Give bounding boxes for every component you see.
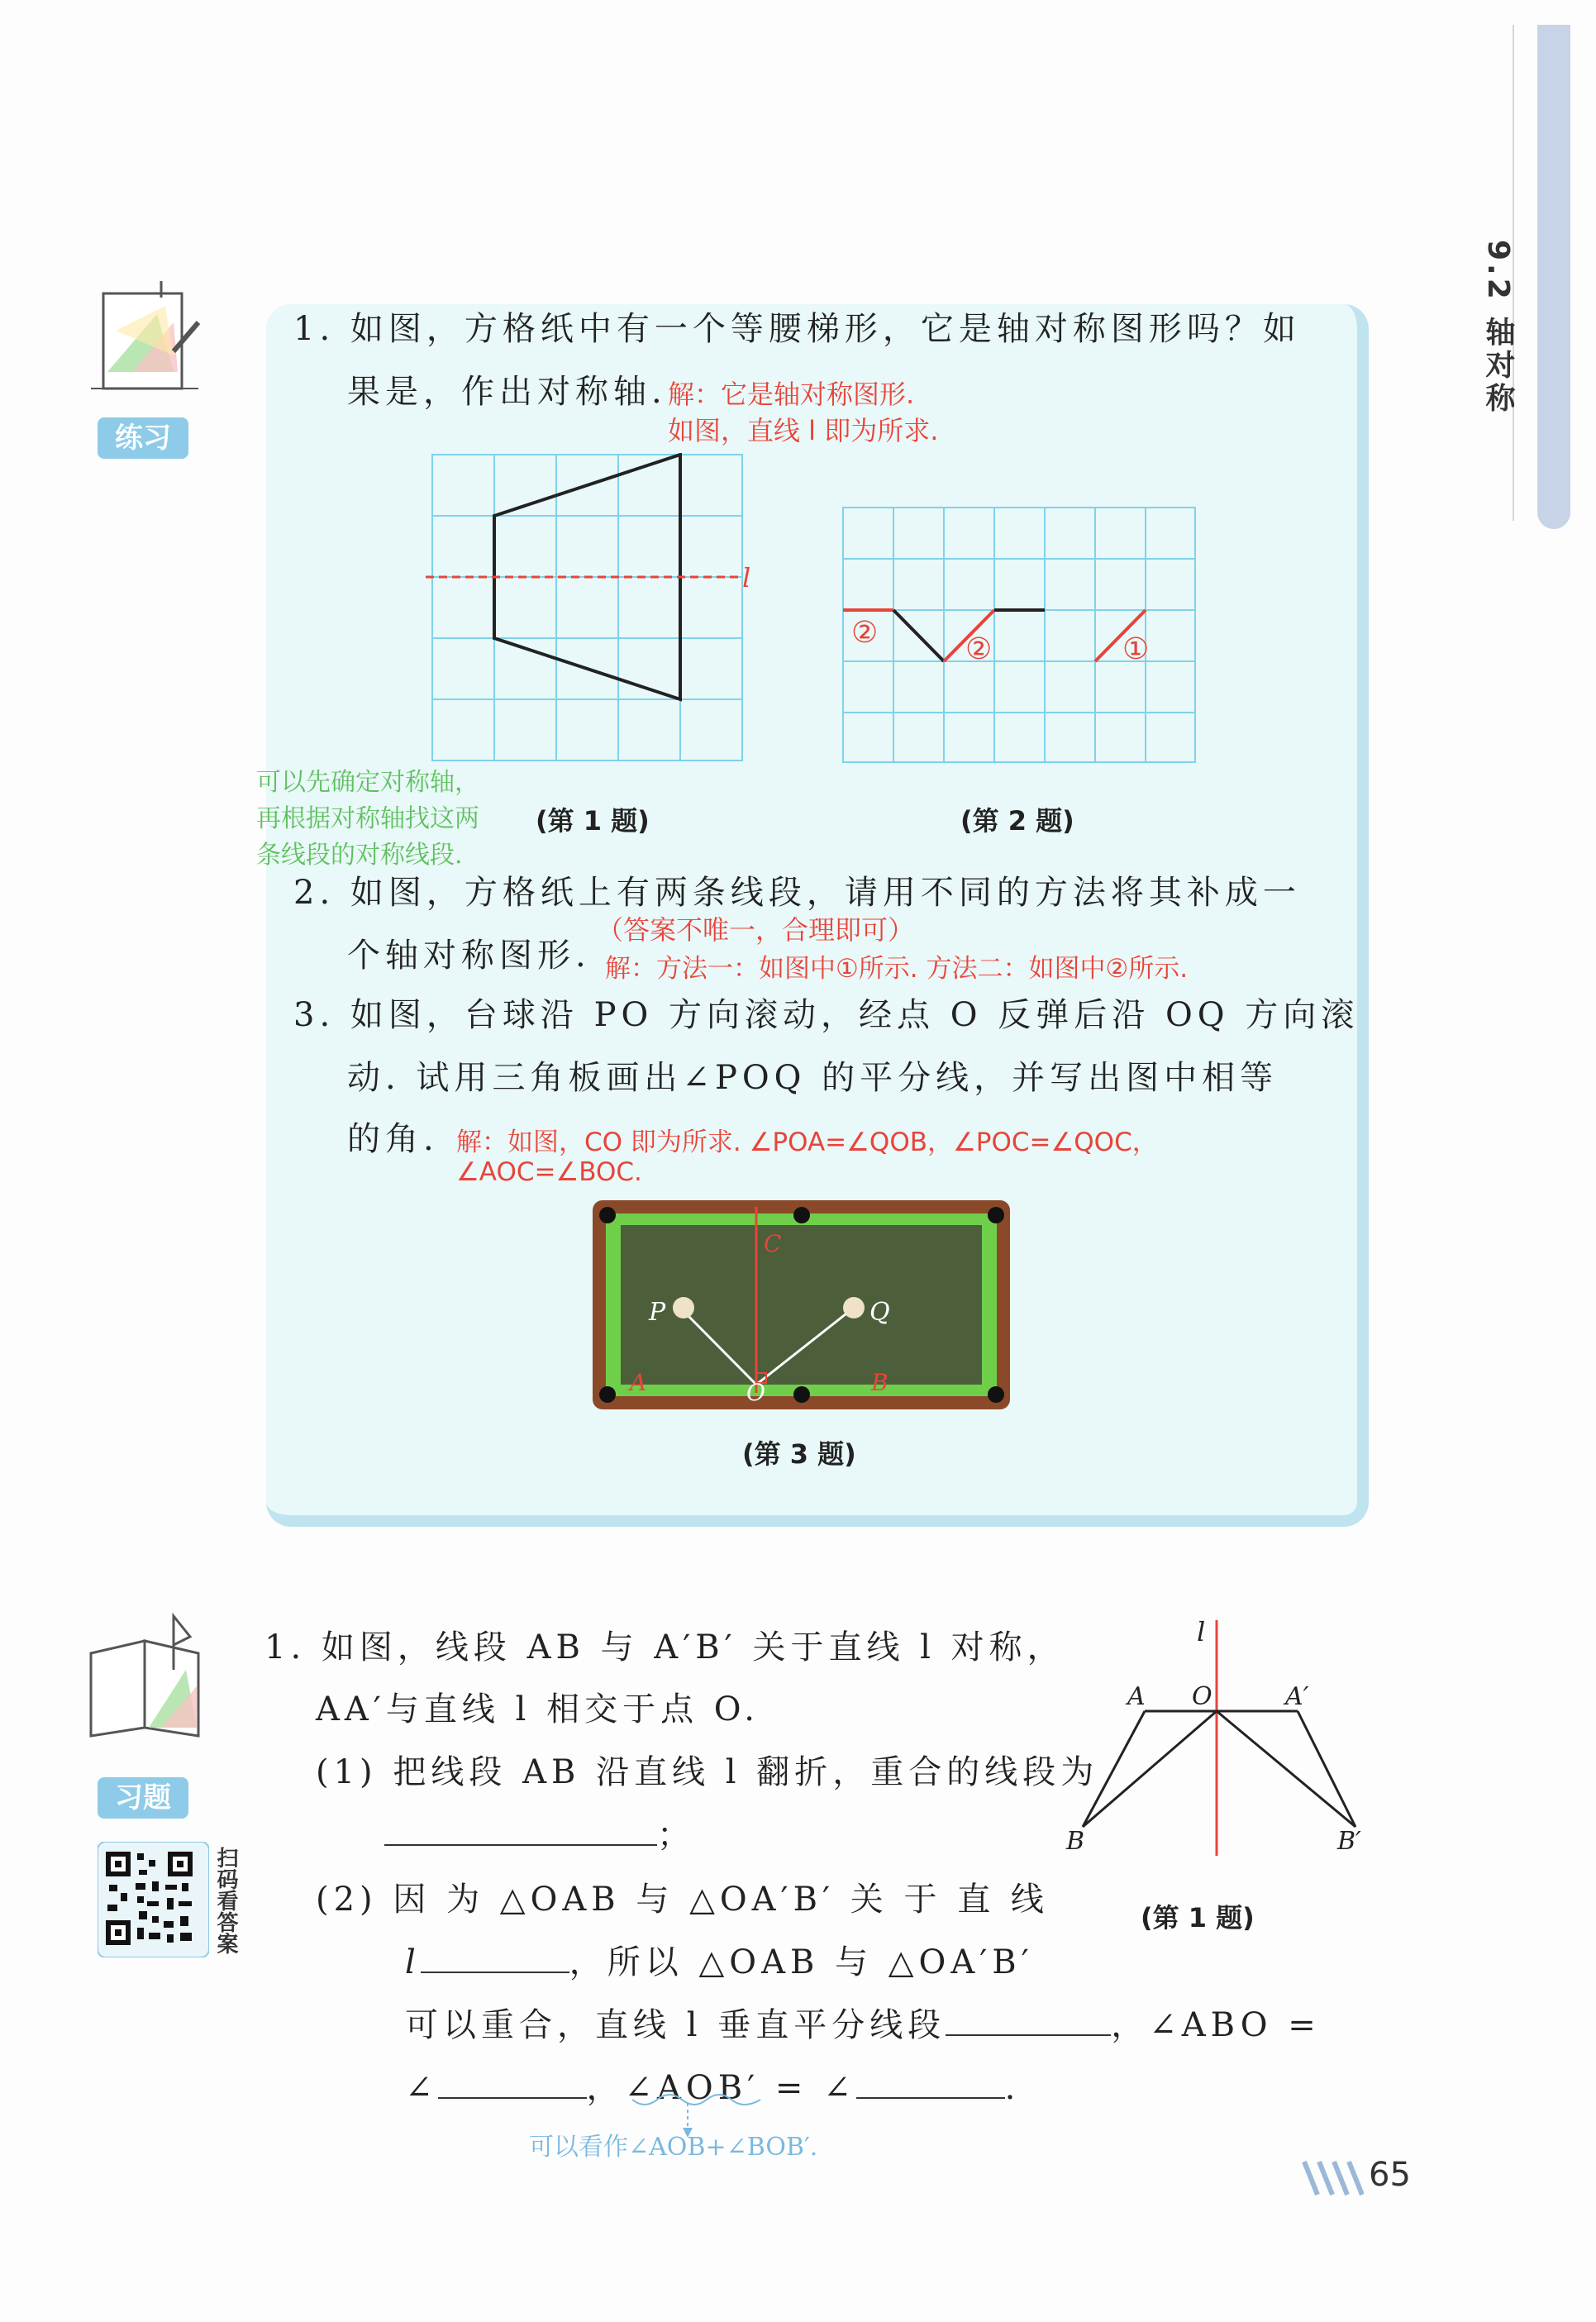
hint-line-1: 可以先确定对称轴， [256,768,479,797]
fig-label-o: O [1192,1682,1212,1711]
figure-2-mark-left: ② [851,616,879,650]
exercise-q1-line2: AA′与直线 l 相交于点 O. [316,1690,760,1728]
fig-label-a: A [1127,1682,1146,1711]
blank-overlapping-segment[interactable] [384,1816,657,1846]
exercise-badge: 习题 [98,1777,188,1819]
figure-2-mark-right: ① [1122,632,1150,666]
practice-q3-answer-1: 解：如图，CO 即为所求. ∠POA=∠QOB，∠POC=∠QOC， [456,1128,1158,1157]
practice-q2-line2: 个轴对称图形. [347,937,591,975]
blank-equal-angle-1[interactable] [438,2069,587,2099]
figure-1-trapezoid-grid [426,453,756,767]
figure-2-mark-middle: ② [965,632,993,666]
blank-bisected-segment[interactable] [946,2006,1111,2036]
fig3-label-o: O [746,1379,765,1406]
fig3-label-c: C [764,1230,782,1257]
exercise-q1-part2-line1: (2) 因 为 △OAB 与 △OA′B′ 关 于 直 线 [316,1881,1049,1919]
figure-1-axis-label: l [742,562,751,594]
practice-icon [83,273,207,405]
exercise-q1-part1: (1) 把线段 AB 沿直线 l 翻折，重合的线段为 [316,1753,1099,1791]
exercise-hint: 可以看作∠AOB+∠BOB′. [529,2133,818,2162]
qr-caption: 扫码看答案 [213,1847,238,1954]
practice-q3-line1: 3. 如图，台球沿 PO 方向滚动，经点 O 反弹后沿 OQ 方向滚 [293,996,1360,1034]
practice-q2-note: （答案不唯一，合理即可） [597,914,915,946]
exercise-q1-line1: 1. 如图，线段 AB 与 A′B′ 关于直线 l 对称， [264,1628,1065,1666]
exercise-q1-part2-line4: ∠ ，∠AOB′ = ∠ . [405,2069,1021,2107]
fig3-label-a: A [630,1369,647,1396]
blank-symmetry-relation[interactable] [421,1943,569,1973]
fig-label-a-prime: A′ [1285,1682,1309,1711]
exercise-q1-part2-line2: l ，所以 △OAB 与 △OA′B′ [405,1943,1034,1981]
page-number: 65 [1369,2156,1411,2194]
fig3-label-p: P [649,1298,666,1327]
fig-label-b: B [1066,1827,1085,1856]
practice-q1-answer-1: 解：它是轴对称图形. [668,379,915,410]
practice-q1-answer-2: 如图，直线 l 即为所求. [668,415,939,446]
answer-qr-code[interactable] [98,1842,209,1957]
figure-3-caption: (第 3 题) [742,1438,856,1470]
exercise-q1-part2-line3: 可以重合，直线 l 垂直平分线段 ，∠ABO = [405,2006,1321,2044]
practice-q3-line2: 动. 试用三角板画出∠POQ 的平分线，并写出图中相等 [347,1059,1279,1097]
blank-equal-angle-2[interactable] [856,2069,1005,2099]
practice-q2-line1: 2. 如图，方格纸上有两条线段，请用不同的方法将其补成一 [293,874,1301,912]
exercise-q1-part1-answer-row: ； [384,1804,695,1867]
hint-line-3: 条线段的对称线段. [256,841,463,870]
hint-line-2: 再根据对称轴找这两 [256,804,479,833]
fig3-label-b: B [871,1369,889,1396]
chapter-side-tab [1537,25,1570,529]
practice-q3-line3: 的角. [347,1120,439,1158]
practice-q3-answer-2: ∠AOC=∠BOC. [456,1157,642,1187]
fig3-label-q: Q [869,1298,890,1327]
practice-badge: 练习 [98,417,188,459]
practice-q2-answer: 解：方法一：如图中①所示. 方法二：如图中②所示. [605,954,1189,984]
practice-q1-line1: 1. 如图，方格纸中有一个等腰梯形，它是轴对称图形吗？如 [293,310,1301,348]
page-number-decoration [1298,2158,1364,2199]
exercise-icon [83,1612,207,1744]
figure-2-caption: (第 2 题) [960,805,1074,837]
practice-q1-line2: 果是，作出对称轴. [347,373,667,411]
section-title: 9.2 轴对称 [1481,240,1515,416]
fig-label-l: l [1197,1616,1206,1647]
exercise-figure-caption: (第 1 题) [1141,1902,1255,1933]
fig-label-b-prime: B′ [1337,1827,1361,1856]
figure-1-caption: (第 1 题) [536,805,650,837]
